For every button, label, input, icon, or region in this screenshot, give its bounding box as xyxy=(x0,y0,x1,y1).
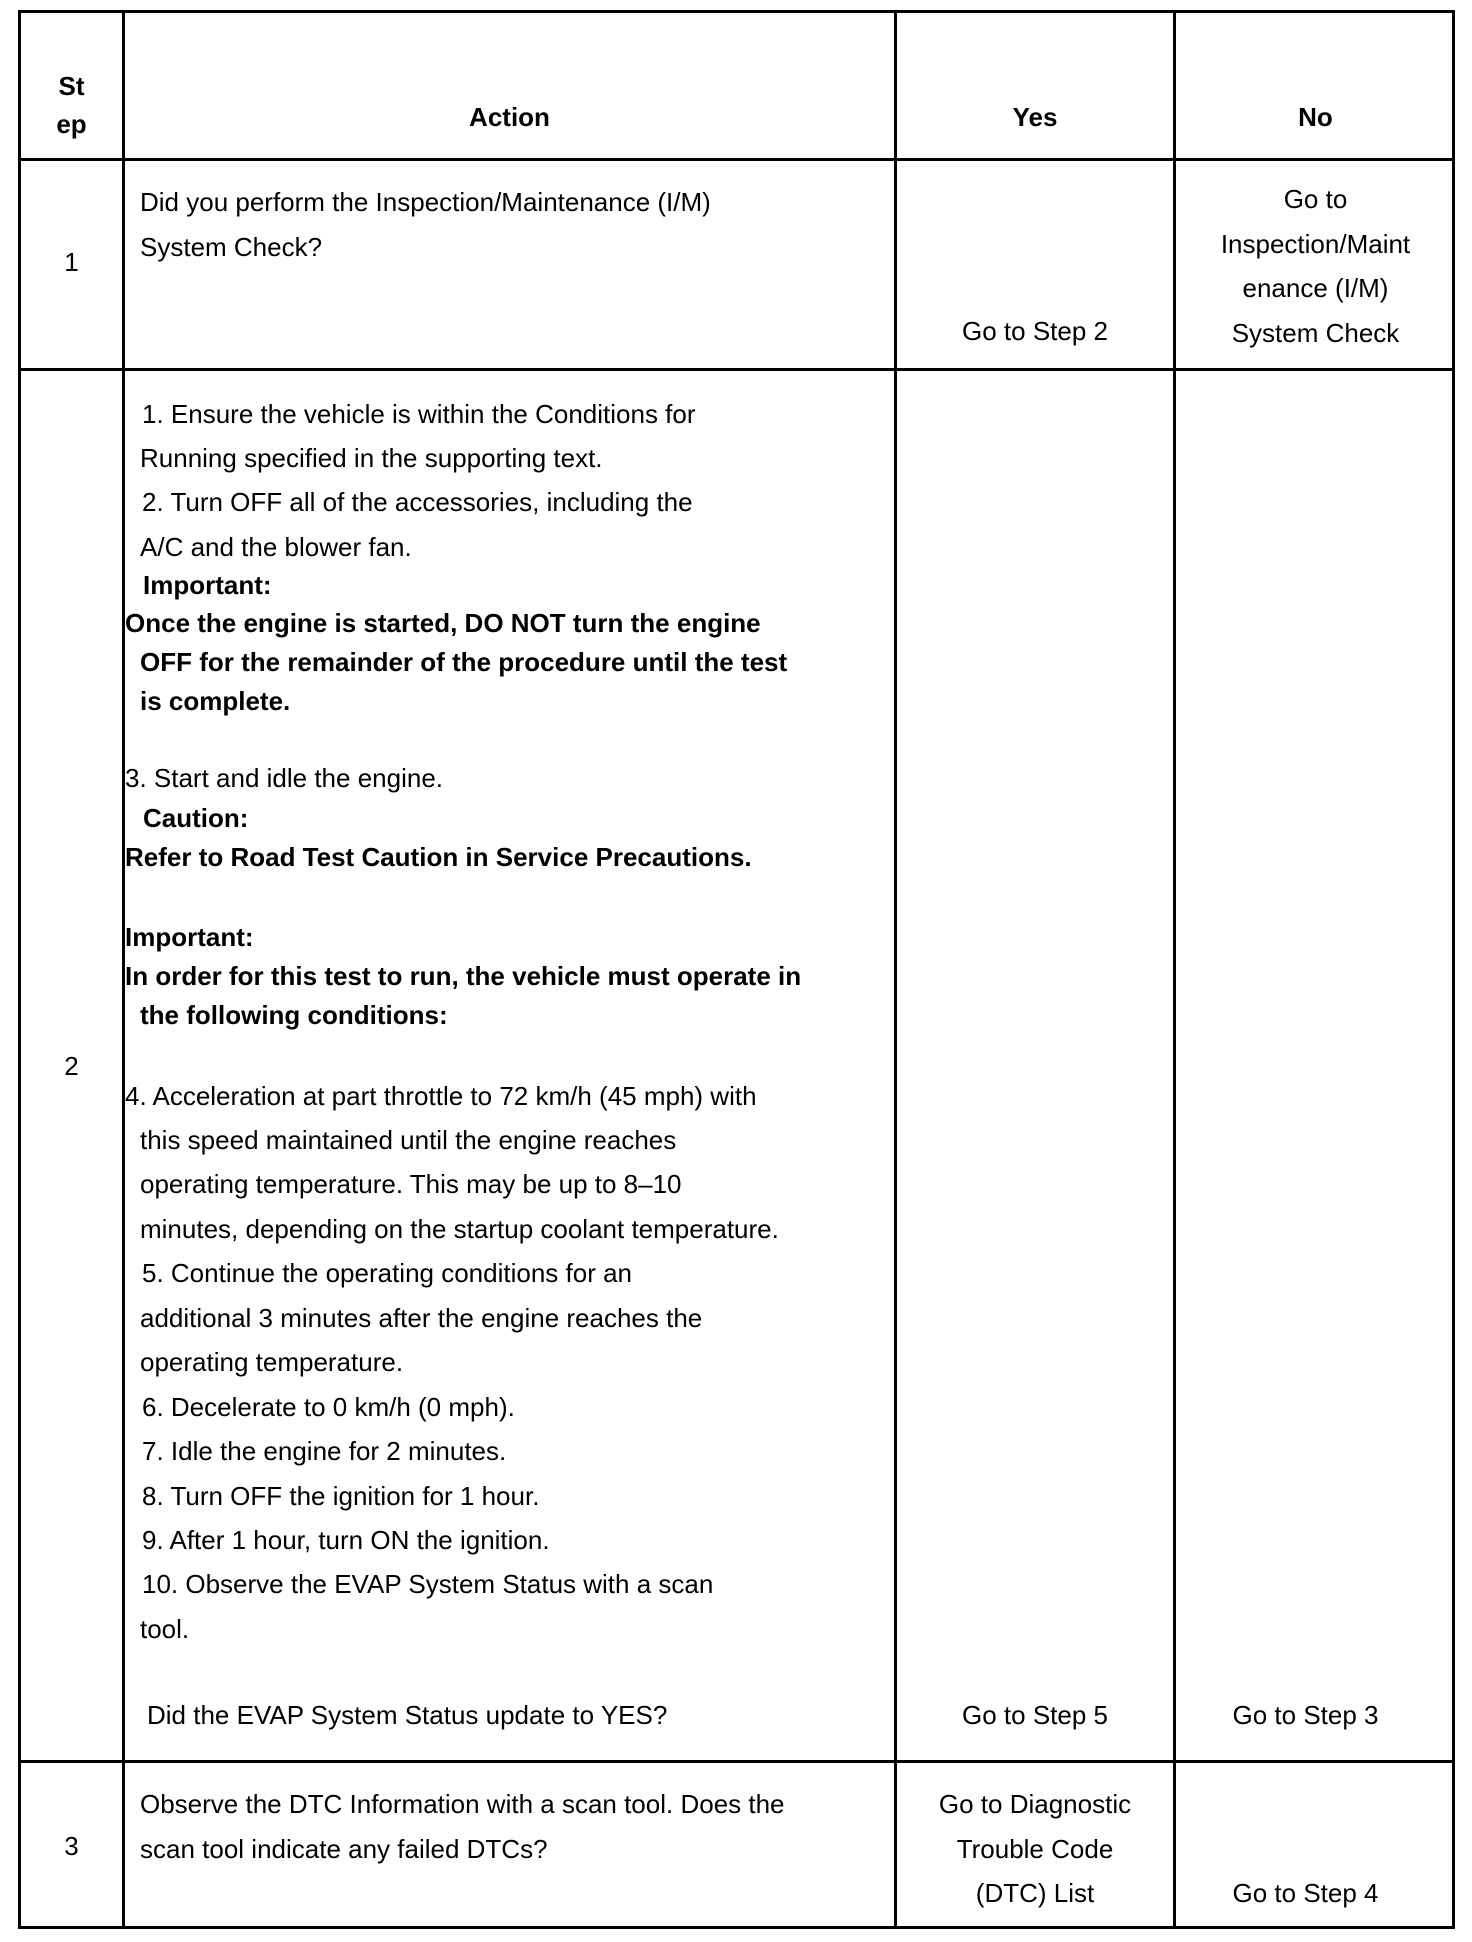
important-text: OFF for the remainder of the procedure until the test xyxy=(140,647,788,677)
action-text: Did you perform the Inspection/Maintenance (I/M) System Check? xyxy=(140,187,711,262)
yes-outcome: Go to Diagnostic Trouble Code (DTC) List xyxy=(938,1789,1132,1908)
diagnostic-table xyxy=(18,10,1455,1929)
action-text: Observe the DTC Information with a scan tool. Does the scan tool indicate any failed DTCs? xyxy=(140,1789,785,1864)
important-text: In order for this test to run, the vehicle must operate in xyxy=(125,961,802,991)
step-number: 1 xyxy=(64,247,79,277)
row-divider xyxy=(21,1760,1452,1763)
header-no: No xyxy=(1298,102,1333,132)
header-yes: Yes xyxy=(1012,102,1058,132)
action-line: 2. Turn OFF all of the accessories, including the xyxy=(142,487,693,517)
caution-label: Caution: xyxy=(143,803,249,833)
step-number: 3 xyxy=(64,1831,79,1861)
important-label: Important: xyxy=(143,570,272,600)
action-line: Running specified in the supporting text. xyxy=(140,443,603,473)
action-line: 8. Turn OFF the ignition for 1 hour. xyxy=(142,1481,540,1511)
important-text: the following conditions: xyxy=(140,1000,448,1030)
action-line: A/C and the blower fan. xyxy=(140,532,412,562)
important-label: Important: xyxy=(125,922,254,952)
action-line: 10. Observe the EVAP System Status with a scan xyxy=(142,1569,714,1599)
row-divider xyxy=(21,158,1452,161)
important-text: is complete. xyxy=(140,686,291,716)
caution-text: Refer to Road Test Caution in Service Precautions. xyxy=(125,842,752,872)
action-question: Did the EVAP System Status update to YES? xyxy=(147,1700,668,1730)
action-line: 9. After 1 hour, turn ON the ignition. xyxy=(142,1525,550,1555)
step-number: 2 xyxy=(64,1051,79,1081)
action-line: 6. Decelerate to 0 km/h (0 mph). xyxy=(142,1392,515,1422)
action-line: operating temperature. This may be up to 8–10 xyxy=(140,1169,682,1199)
action-line: this speed maintained until the engine reaches xyxy=(140,1125,677,1155)
no-outcome: Go to Step 3 xyxy=(1232,1700,1379,1730)
header-step: St ep xyxy=(56,71,87,139)
action-line: minutes, depending on the startup coolant temperature. xyxy=(140,1214,779,1244)
action-line: 4. Acceleration at part throttle to 72 km/h (45 mph) with xyxy=(125,1081,757,1111)
column-divider xyxy=(894,13,897,1926)
important-text: Once the engine is started, DO NOT turn the engine xyxy=(125,608,761,638)
no-outcome: Go to Inspection/Maint enance (I/M) System Check xyxy=(1220,184,1411,348)
yes-outcome: Go to Step 5 xyxy=(962,1700,1108,1730)
action-line: operating temperature. xyxy=(140,1347,404,1377)
action-line: tool. xyxy=(140,1614,190,1644)
action-line: 7. Idle the engine for 2 minutes. xyxy=(142,1436,507,1466)
header-action: Action xyxy=(469,102,550,132)
action-line: 5. Continue the operating conditions for an xyxy=(142,1258,633,1288)
action-line: 3. Start and idle the engine. xyxy=(125,763,444,793)
yes-outcome: Go to Step 2 xyxy=(962,316,1108,346)
action-line: additional 3 minutes after the engine reaches the xyxy=(140,1303,703,1333)
action-line: 1. Ensure the vehicle is within the Conditions for xyxy=(142,399,696,429)
row-divider xyxy=(21,368,1452,371)
no-outcome: Go to Step 4 xyxy=(1232,1878,1379,1908)
